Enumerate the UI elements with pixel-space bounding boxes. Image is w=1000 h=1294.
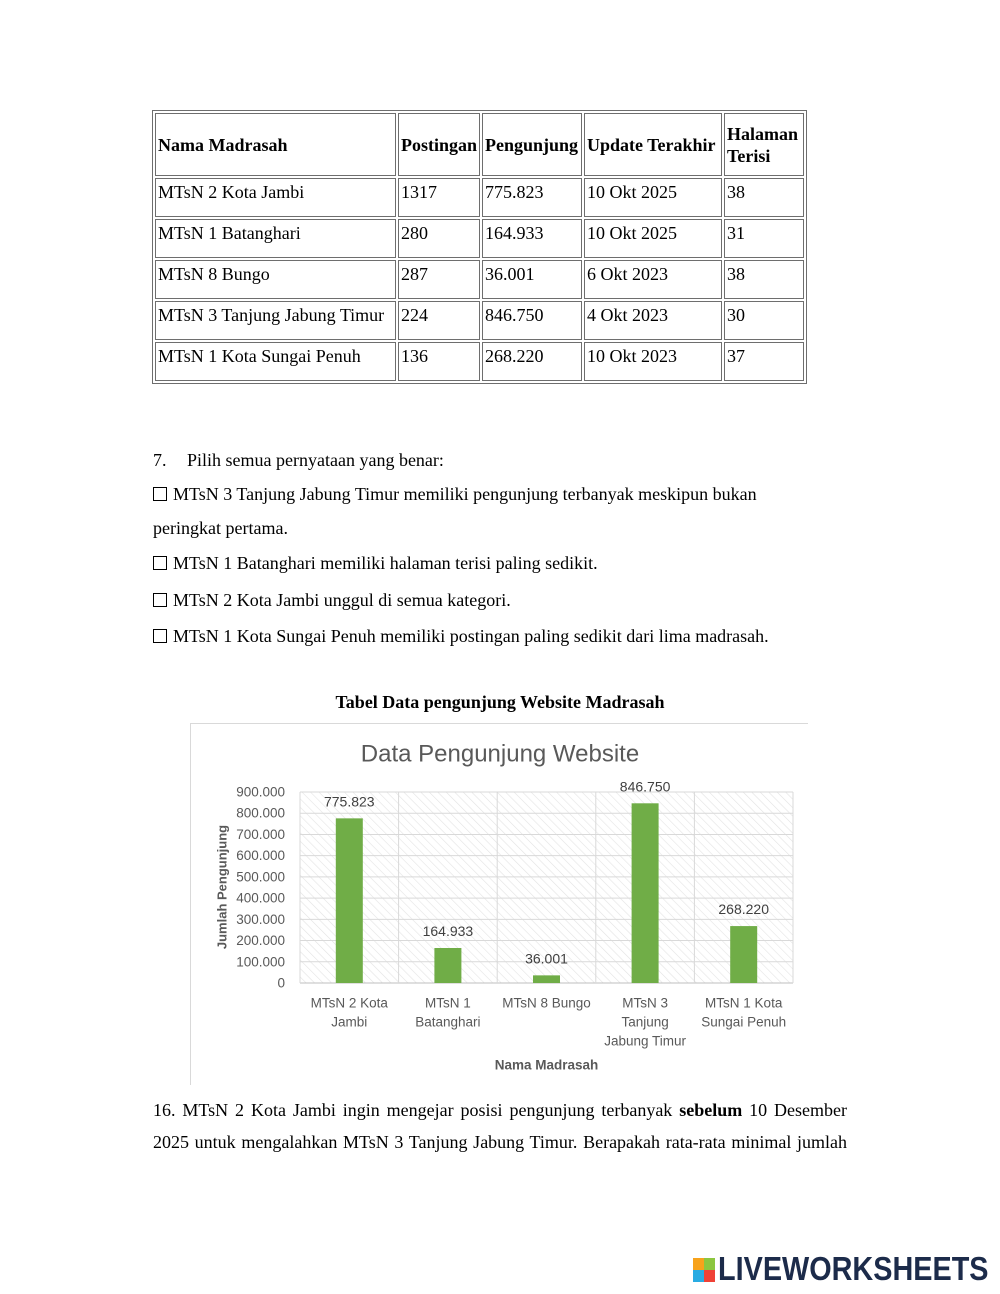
cell-halaman-terisi: 31 bbox=[724, 219, 804, 258]
table-header-row bbox=[155, 113, 804, 176]
cell-pengunjung: 846.750 bbox=[482, 301, 582, 340]
header-nama-madrasah: Nama Madrasah bbox=[155, 113, 396, 176]
x-tick-label-line: MTsN 1 bbox=[425, 995, 471, 1011]
question-16-bold-word: sebelum bbox=[679, 1100, 743, 1120]
data-label: 846.750 bbox=[619, 778, 671, 795]
cell-pengunjung: 268.220 bbox=[482, 342, 582, 381]
x-tick-label-line: Tanjung bbox=[621, 1014, 669, 1030]
question-16-line-2: 2025 untuk mengalahkan MTsN 3 Tanjung Jabung Timur. Berapakah rata-rata minimal jumlah bbox=[153, 1132, 847, 1152]
cell-halaman-terisi: 30 bbox=[724, 301, 804, 340]
option-1 bbox=[153, 483, 757, 505]
table-row bbox=[155, 178, 804, 217]
y-tick-label: 400.000 bbox=[236, 890, 285, 906]
cell-postingan: 280 bbox=[398, 219, 480, 258]
checkbox-option-3[interactable] bbox=[153, 593, 167, 607]
data-label: 36.001 bbox=[525, 950, 568, 967]
table-row bbox=[155, 260, 804, 299]
x-tick-label bbox=[415, 996, 480, 1030]
cell-pengunjung: 775.823 bbox=[482, 178, 582, 217]
x-tick-label-line: MTsN 2 Kota bbox=[310, 995, 388, 1011]
cell-pengunjung: 36.001 bbox=[482, 260, 582, 299]
logo-square bbox=[704, 1258, 715, 1270]
x-tick-label bbox=[311, 996, 389, 1030]
checkbox-option-2[interactable] bbox=[153, 556, 167, 570]
option-4-text: MTsN 1 Kota Sungai Penuh memiliki postingan paling sedikit dari lima madrasah. bbox=[173, 626, 769, 646]
bar bbox=[336, 818, 363, 983]
y-tick-label: 300.000 bbox=[236, 911, 285, 927]
y-axis-title: Jumlah Pengunjung bbox=[214, 824, 230, 950]
cell-nama-madrasah: MTsN 1 Kota Sungai Penuh bbox=[155, 342, 396, 381]
x-tick-label bbox=[502, 996, 591, 1011]
table-row bbox=[155, 342, 804, 381]
question-16-text: 16. MTsN 2 Kota Jambi ingin mengejar posisi pengunjung terbanyak bbox=[153, 1100, 680, 1120]
table-row bbox=[155, 301, 804, 340]
option-1-text-continued: peringkat pertama. bbox=[153, 518, 288, 538]
y-tick-label: 800.000 bbox=[236, 805, 285, 821]
option-2-text: MTsN 1 Batanghari memiliki halaman terisi paling sedikit. bbox=[173, 553, 598, 573]
y-tick-label: 600.000 bbox=[236, 848, 285, 864]
checkbox-option-1[interactable] bbox=[153, 487, 167, 501]
y-tick-label: 700.000 bbox=[236, 826, 285, 842]
x-tick-label-line: MTsN 1 Kota bbox=[705, 995, 783, 1011]
cell-halaman-terisi: 37 bbox=[724, 342, 804, 381]
bar bbox=[730, 926, 757, 983]
logo-square bbox=[704, 1270, 715, 1282]
cell-postingan: 1317 bbox=[398, 178, 480, 217]
cell-halaman-terisi: 38 bbox=[724, 260, 804, 299]
option-4 bbox=[153, 625, 769, 647]
header-postingan: Postingan bbox=[398, 113, 480, 176]
chart-container bbox=[190, 723, 808, 1085]
logo-icon bbox=[693, 1258, 715, 1282]
data-label: 164.933 bbox=[422, 922, 474, 939]
data-label: 775.823 bbox=[323, 793, 375, 810]
y-tick-label: 500.000 bbox=[236, 869, 285, 885]
question-16-line-1 bbox=[153, 1099, 847, 1121]
chart-title: Data Pengunjung Website bbox=[360, 740, 640, 768]
y-tick-label: 100.000 bbox=[236, 954, 285, 970]
bar bbox=[533, 975, 560, 983]
option-1-text: MTsN 3 Tanjung Jabung Timur memiliki pengunjung terbanyak meskipun bukan bbox=[173, 484, 757, 504]
cell-postingan: 287 bbox=[398, 260, 480, 299]
y-tick-label: 0 bbox=[277, 975, 285, 991]
liveworksheets-logo bbox=[693, 1249, 993, 1289]
cell-nama-madrasah: MTsN 2 Kota Jambi bbox=[155, 178, 396, 217]
chart-caption: Tabel Data pengunjung Website Madrasah bbox=[335, 692, 665, 712]
x-tick-label-line: Sungai Penuh bbox=[701, 1014, 787, 1030]
cell-halaman-terisi: 38 bbox=[724, 178, 804, 217]
question-16-text: 10 Desember bbox=[742, 1100, 847, 1120]
question-7-number: 7. bbox=[153, 450, 167, 470]
header-halaman-terisi: Halaman Terisi bbox=[724, 113, 804, 176]
x-tick-label-line: Jabung Timur bbox=[604, 1033, 686, 1049]
option-2 bbox=[153, 552, 598, 574]
data-label: 268.220 bbox=[718, 901, 770, 918]
y-tick-label: 200.000 bbox=[236, 933, 285, 949]
y-tick-label: 900.000 bbox=[236, 784, 285, 800]
cell-pengunjung: 164.933 bbox=[482, 219, 582, 258]
x-tick-label-line: MTsN 8 Bungo bbox=[502, 995, 591, 1011]
bar bbox=[632, 803, 659, 983]
cell-nama-madrasah: MTsN 8 Bungo bbox=[155, 260, 396, 299]
cell-update-terakhir: 10 Okt 2025 bbox=[584, 178, 722, 217]
cell-nama-madrasah: MTsN 3 Tanjung Jabung Timur bbox=[155, 301, 396, 340]
cell-update-terakhir: 10 Okt 2023 bbox=[584, 342, 722, 381]
option-3-text: MTsN 2 Kota Jambi unggul di semua kategori. bbox=[173, 590, 511, 610]
cell-update-terakhir: 4 Okt 2023 bbox=[584, 301, 722, 340]
header-pengunjung: Pengunjung bbox=[482, 113, 582, 176]
header-update-terakhir: Update Terakhir bbox=[584, 113, 722, 176]
cell-update-terakhir: 10 Okt 2025 bbox=[584, 219, 722, 258]
checkbox-option-4[interactable] bbox=[153, 629, 167, 643]
cell-postingan: 224 bbox=[398, 301, 480, 340]
cell-update-terakhir: 6 Okt 2023 bbox=[584, 260, 722, 299]
x-tick-label bbox=[604, 996, 686, 1049]
logo-square bbox=[693, 1270, 704, 1282]
x-tick-label-line: MTsN 3 bbox=[622, 995, 668, 1011]
x-tick-label-line: Batanghari bbox=[415, 1014, 481, 1030]
option-3 bbox=[153, 589, 511, 611]
logo-text: LIVEWORKSHEETS bbox=[718, 1250, 989, 1287]
data-table bbox=[152, 110, 807, 384]
logo-square bbox=[693, 1258, 704, 1270]
question-7-prompt: Pilih semua pernyataan yang benar: bbox=[187, 450, 444, 470]
x-tick-label-line: Jambi bbox=[331, 1014, 368, 1030]
x-axis-title: Nama Madrasah bbox=[494, 1057, 599, 1073]
cell-nama-madrasah: MTsN 1 Batanghari bbox=[155, 219, 396, 258]
bar-chart bbox=[190, 723, 808, 1085]
cell-postingan: 136 bbox=[398, 342, 480, 381]
x-tick-label bbox=[701, 996, 786, 1030]
bar bbox=[434, 948, 461, 983]
table-row bbox=[155, 219, 804, 258]
